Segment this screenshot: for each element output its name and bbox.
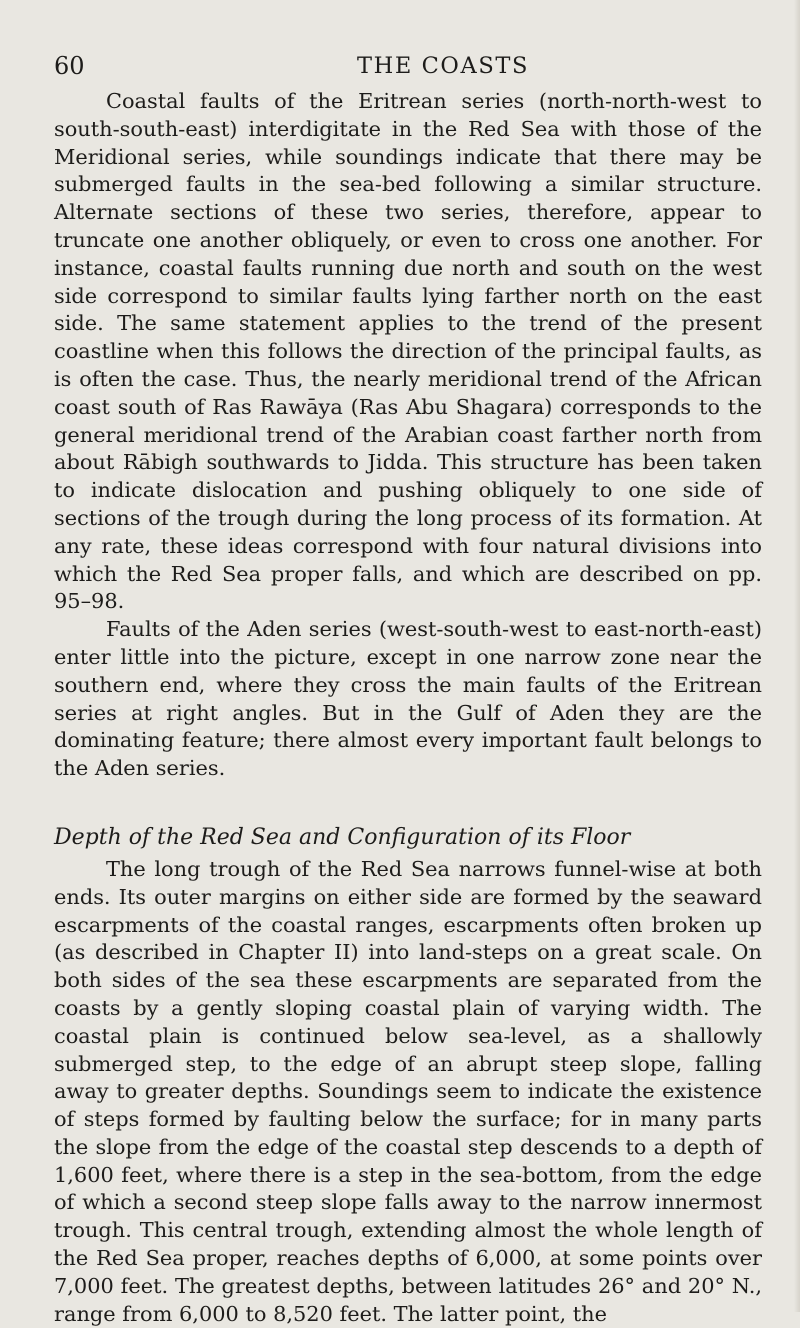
page-edge-shadow xyxy=(794,0,800,1312)
running-title: THE COASTS xyxy=(357,53,529,79)
paragraph-depth: The long trough of the Red Sea narrows funnel-wise at both ends. Its outer margins on either side are formed by the seaward escarpments of the coastal ranges, escarpments often broken up (as described in Chapter II) into land-steps on a great scale. On both sides of the sea these escarpments are separated from the coasts by a gently sloping coastal plain of varying width. The coastal plain is continued below sea-level, as a shallowly submerged step, to the edge of an abrupt steep slope, falling away to greater depths. Soundings seem to indicate the existence of steps formed by faulting below the surface; for in many parts the slope from the edge of the coastal step descends to a depth of 1,600 feet, where there is a step in the sea-bottom, from the edge of which a second steep slope falls away to the narrow innermost trough. This central trough, extending almost the whole length of the Red Sea proper, reaches depths of 6,000, at some points over 7,000 feet. The greatest depths, between latitudes 26° and 20° N., range from 6,000 to 8,520 feet. The latter point, the xyxy=(54,856,762,1326)
paragraph-eritrean-faults: Coastal faults of the Eritrean series (north-north-west to south-south-east) interdigitate in the Red Sea with those of the Meridional series, while soundings indicate that there may be submerged faults in the sea-bed following a similar structure. Alternate sections of these two series, therefore, appear to truncate one another obliquely, or even to cross one another. For instance, coastal faults running due north and south on the west side correspond to similar faults lying farther north on the east side. The same statement applies to the trend of the present coastline when this follows the direction of the principal faults, as is often the case. Thus, the nearly meridional trend of the African coast south of Ras Rawāya (Ras Abu Shagara) corresponds to the general meridional trend of the Arabian coast farther north from about Rābigh southwards to Jidda. This structure has been taken to indicate dislocation and pushing obliquely to one side of sections of the trough during the long process of its formation. At any rate, these ideas correspond with four natural divisions into which the Red Sea proper falls, and which are described on pp. 95–98. xyxy=(54,89,762,614)
paragraph-aden-faults: Faults of the Aden series (west-south-west to east-north-east) enter little into the picture, except in one narrow zone near the southern end, where they cross the main faults of the Eritrean series at right angles. But in the Gulf of Aden they are the dominating feature; there almost every important fault belongs to the Aden series. xyxy=(54,617,762,781)
body-text xyxy=(54,88,762,1328)
page-number: 60 xyxy=(54,52,85,80)
running-head xyxy=(54,44,762,88)
section-heading: Depth of the Red Sea and Configuration of its Floor xyxy=(54,824,631,850)
